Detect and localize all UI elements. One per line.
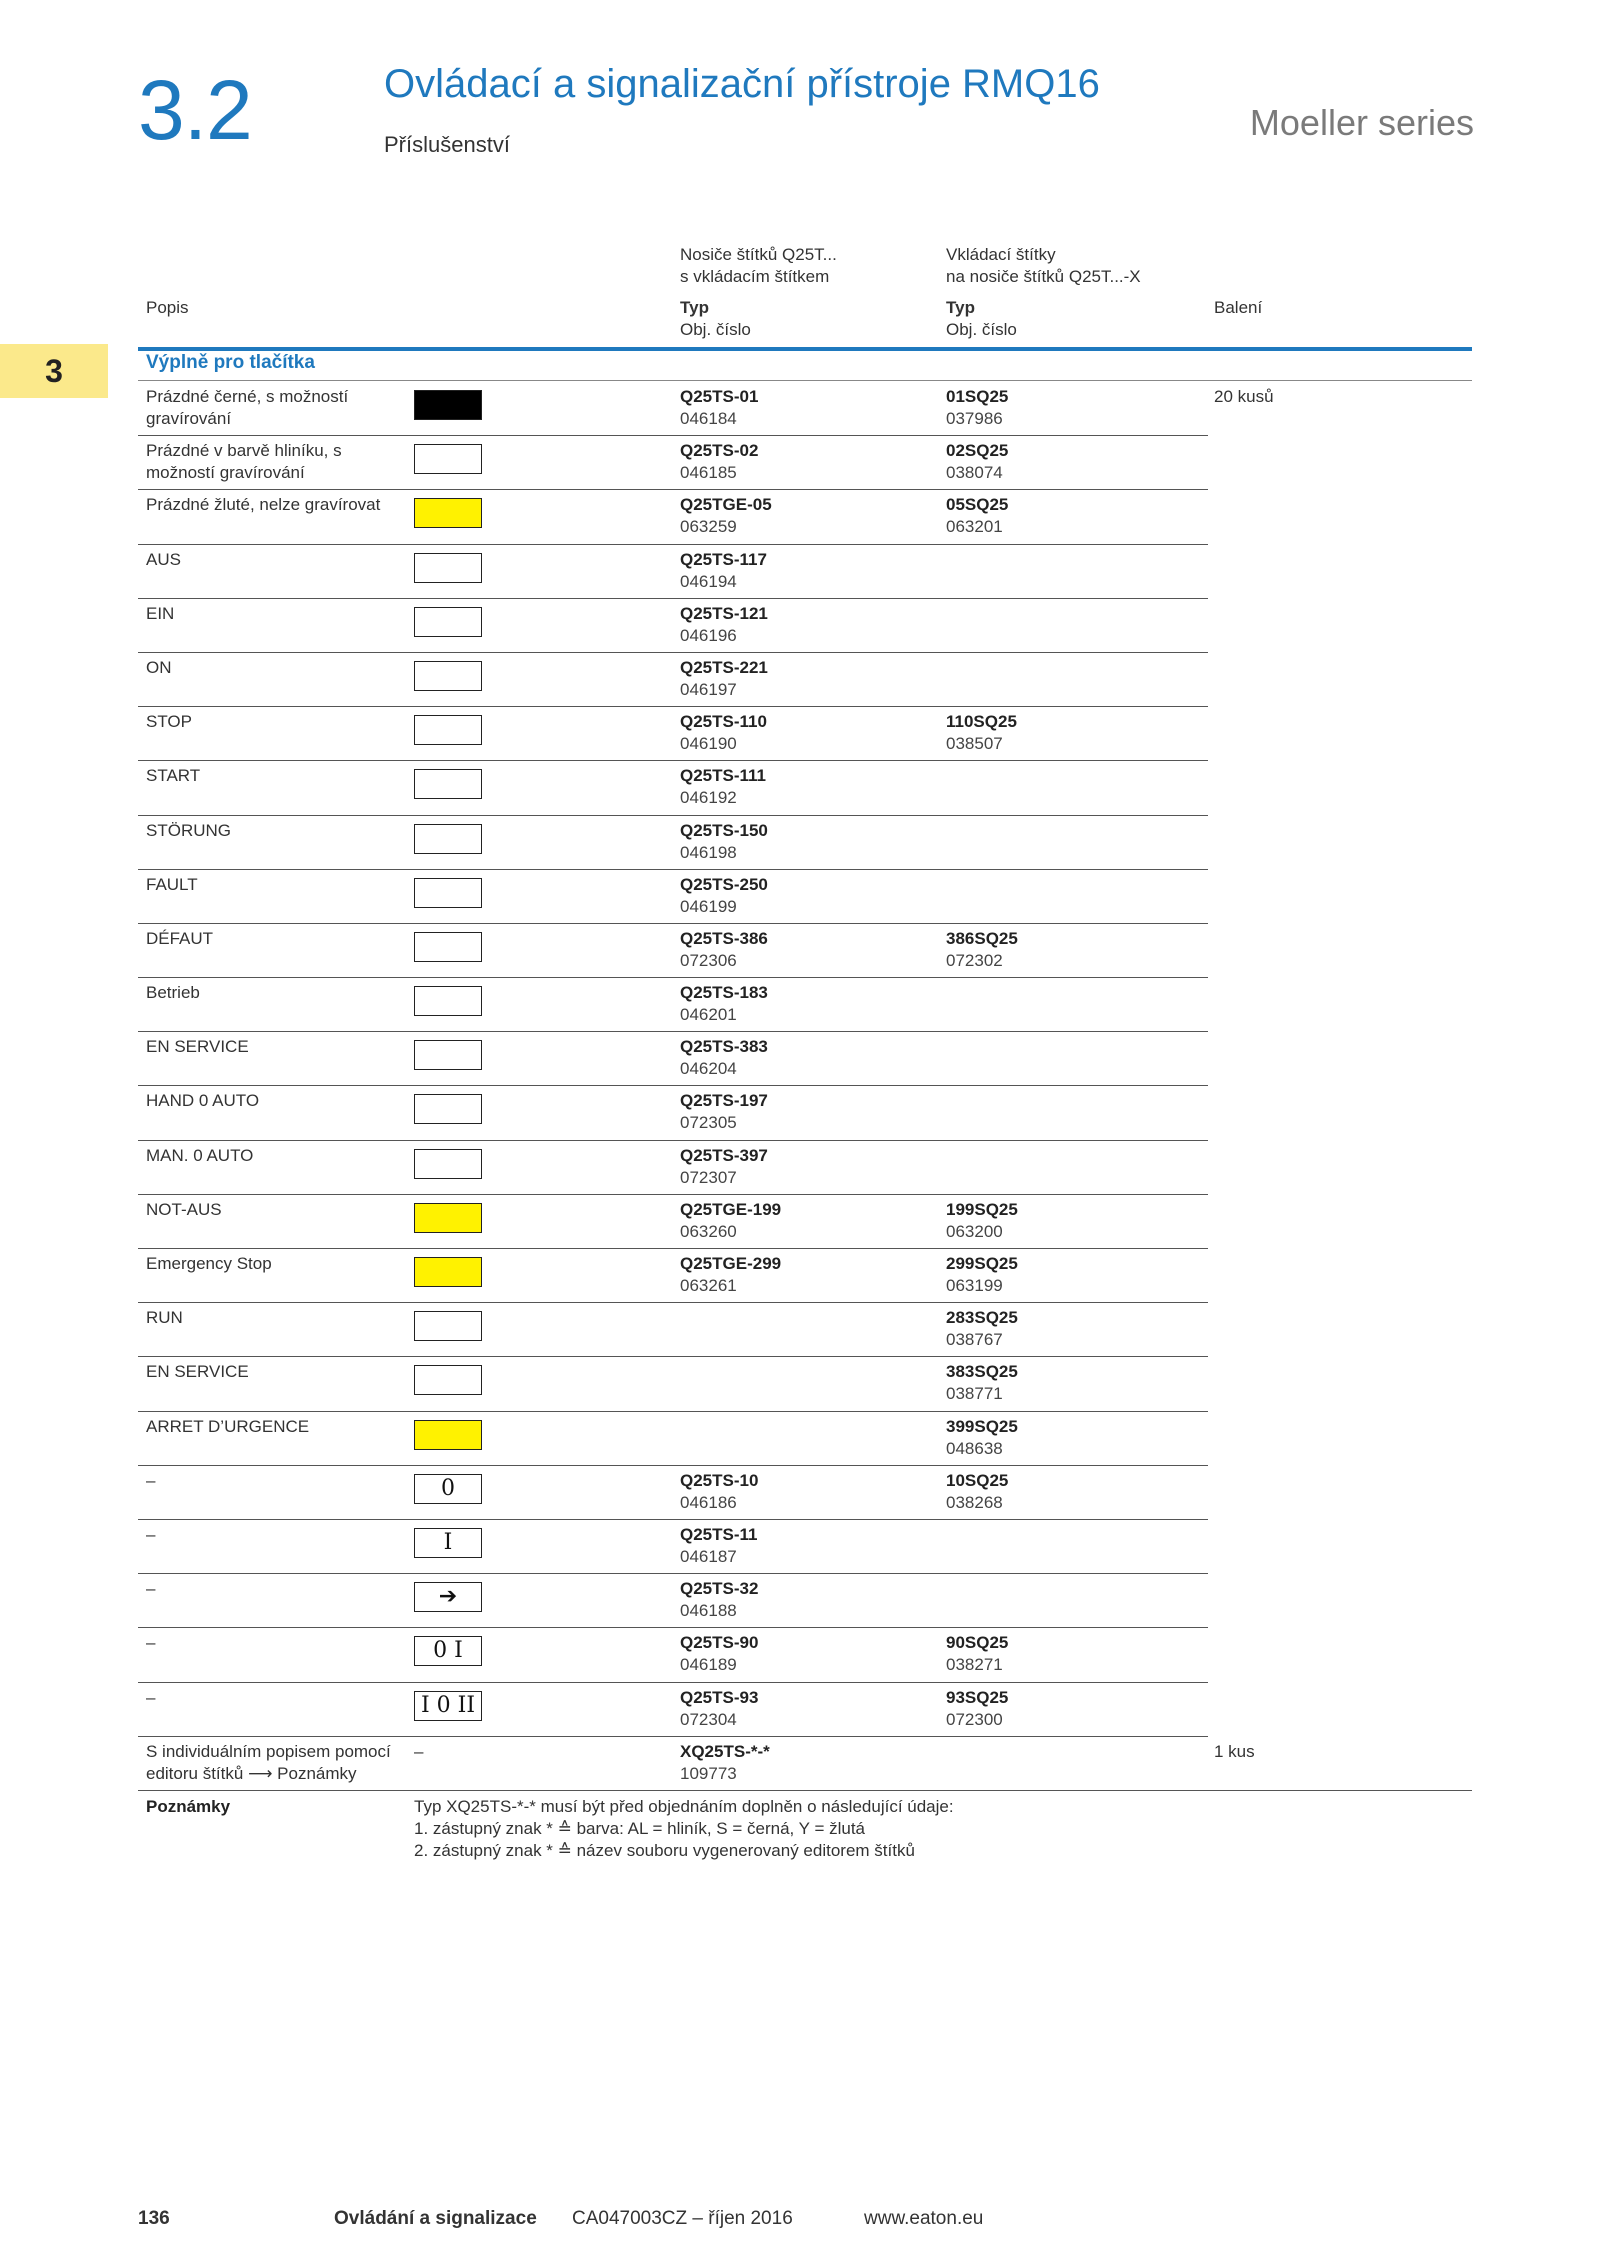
label-swatch — [414, 1311, 484, 1343]
carrier-order-number: 072306 — [680, 950, 737, 970]
label-swatch — [414, 444, 484, 476]
col1-header: Popis — [146, 298, 189, 317]
carrier-order-number: 063260 — [680, 1221, 737, 1241]
row-description: EN SERVICE — [146, 1362, 249, 1382]
notes-text — [414, 1796, 1314, 1862]
insert-order-number: 072302 — [946, 950, 1003, 970]
table-row — [138, 599, 1472, 653]
table-row — [138, 978, 1472, 1032]
chapter-side-tab: 3 — [0, 344, 108, 398]
carrier-type: Q25TS-11 — [680, 1524, 758, 1544]
section-title: Výplně pro tlačítka — [146, 352, 315, 373]
custom-dash: – — [414, 1742, 424, 1761]
row-rule — [138, 1790, 1472, 1791]
carrier-type: Q25TS-02 — [680, 441, 759, 461]
table-row — [138, 1195, 1472, 1249]
row-description: START — [146, 766, 201, 786]
label-swatch-face: ➔ — [414, 1582, 482, 1612]
label-swatch-face — [414, 878, 482, 908]
label-swatch — [414, 553, 484, 585]
carrier-type: Q25TS-110 — [680, 712, 767, 732]
label-swatch — [414, 1691, 484, 1723]
page-subtitle: Příslušenství — [384, 132, 510, 157]
carrier-cell — [680, 1036, 768, 1080]
custom-type-cell — [680, 1741, 770, 1785]
insert-order-number: 072300 — [946, 1709, 1003, 1729]
label-swatch — [414, 1582, 484, 1614]
table-row — [138, 1412, 1472, 1466]
carrier-type: Q25TS-10 — [680, 1470, 759, 1490]
carrier-cell — [680, 1253, 781, 1297]
label-swatch-face — [414, 1257, 482, 1287]
row-description: Prázdné žluté, nelze gravírovat — [146, 495, 381, 515]
label-swatch — [414, 769, 484, 801]
label-swatch-face — [414, 444, 482, 474]
col4-typ-header: Typ — [946, 298, 975, 317]
label-swatch-face — [414, 607, 482, 637]
col3-title-1: Nosiče štítků Q25T... — [680, 245, 837, 264]
carrier-type: Q25TS-90 — [680, 1633, 759, 1653]
carrier-type: Q25TS-117 — [680, 549, 767, 569]
carrier-cell — [680, 1524, 758, 1568]
carrier-type: Q25TS-32 — [680, 1579, 759, 1599]
carrier-cell — [680, 494, 772, 538]
carrier-cell — [680, 1145, 768, 1189]
insert-order-number: 038771 — [946, 1384, 1003, 1404]
carrier-order-number: 072304 — [680, 1709, 737, 1729]
carrier-order-number: 046196 — [680, 625, 737, 645]
insert-type: 90SQ25 — [946, 1633, 1009, 1653]
carrier-cell — [680, 549, 767, 593]
label-swatch — [414, 390, 484, 422]
carrier-cell — [680, 386, 758, 430]
label-swatch-face — [414, 1311, 482, 1341]
carrier-cell — [680, 440, 758, 484]
label-swatch — [414, 661, 484, 693]
table-row — [138, 924, 1472, 978]
insert-order-number: 063200 — [946, 1221, 1003, 1241]
carrier-cell — [680, 1199, 781, 1243]
carrier-order-number: 072307 — [680, 1167, 737, 1187]
row-description: HAND 0 AUTO — [146, 1091, 260, 1111]
col5-header: Balení — [1214, 298, 1263, 317]
label-swatch-face — [414, 769, 482, 799]
insert-type: 110SQ25 — [946, 712, 1017, 732]
carrier-type: Q25TS-197 — [680, 1091, 768, 1111]
label-swatch-face — [414, 553, 482, 583]
custom-row — [138, 1737, 1472, 1791]
carrier-cell — [680, 874, 768, 918]
insert-type: 283SQ25 — [946, 1308, 1018, 1328]
insert-type: 386SQ25 — [946, 928, 1018, 948]
label-swatch — [414, 1365, 484, 1397]
carrier-type: Q25TS-93 — [680, 1687, 759, 1707]
row-description: – — [146, 1579, 156, 1599]
row-description: Prázdné v barvě hliníku, s možností gravírování — [146, 441, 342, 483]
label-swatch-face — [414, 1094, 482, 1124]
label-swatch — [414, 498, 484, 530]
table-row — [138, 1357, 1472, 1411]
notes-line-3: 2. zástupný znak * ≙ název souboru vygenerovaný editorem štítků — [414, 1841, 915, 1860]
label-swatch — [414, 1474, 484, 1506]
insert-order-number: 038074 — [946, 463, 1003, 483]
insert-order-number: 048638 — [946, 1438, 1003, 1458]
table-row — [138, 1520, 1472, 1574]
carrier-type: Q25TS-183 — [680, 983, 768, 1003]
table-row — [138, 1086, 1472, 1140]
custom-order-number: 109773 — [680, 1764, 737, 1783]
table-row — [138, 816, 1472, 870]
carrier-cell — [680, 1470, 758, 1514]
insert-cell — [946, 1361, 1018, 1405]
carrier-order-number: 063259 — [680, 517, 737, 537]
footer-url: www.eaton.eu — [864, 2208, 984, 2229]
label-swatch — [414, 986, 484, 1018]
label-swatch-face: I — [414, 1528, 482, 1558]
insert-cell — [946, 1687, 1008, 1731]
carrier-type: Q25TS-386 — [680, 928, 768, 948]
row-description: Emergency Stop — [146, 1254, 272, 1273]
table-row — [138, 436, 1472, 490]
insert-cell — [946, 386, 1008, 430]
label-swatch — [414, 932, 484, 964]
insert-order-number: 037986 — [946, 409, 1003, 428]
carrier-cell — [680, 1632, 758, 1676]
carrier-type: Q25TGE-299 — [680, 1254, 782, 1273]
notes-line-1: Typ XQ25TS-*-* musí být před objednáním doplněn o následující údaje: — [414, 1797, 954, 1816]
carrier-order-number: 046197 — [680, 679, 737, 699]
insert-cell — [946, 494, 1008, 538]
label-swatch — [414, 1149, 484, 1181]
col4-title-1: Vkládací štítky — [946, 245, 1056, 264]
carrier-cell — [680, 603, 768, 647]
row-description: Betrieb — [146, 983, 200, 1003]
label-swatch-face — [414, 824, 482, 854]
carrier-order-number: 046189 — [680, 1655, 737, 1675]
notes-label: Poznámky — [146, 1797, 231, 1816]
carrier-cell — [680, 1687, 758, 1731]
insert-type: 05SQ25 — [946, 495, 1009, 515]
carrier-order-number: 046199 — [680, 896, 737, 916]
insert-cell — [946, 1470, 1008, 1514]
insert-order-number: 038507 — [946, 734, 1003, 754]
label-swatch-face: I 0 II — [414, 1691, 482, 1721]
row-description: Prázdné černé, s možností gravírování — [146, 387, 349, 428]
row-description: RUN — [146, 1308, 183, 1328]
carrier-cell — [680, 657, 768, 701]
col4-num-header: Obj. číslo — [946, 320, 1017, 339]
row-description: EIN — [146, 603, 175, 623]
carrier-cell — [680, 711, 767, 755]
custom-pack: 1 kus — [1214, 1742, 1255, 1761]
carrier-cell — [680, 928, 768, 972]
insert-cell — [946, 1416, 1018, 1460]
label-swatch — [414, 1203, 484, 1235]
carrier-cell — [680, 765, 766, 809]
table-row — [138, 1628, 1472, 1682]
row-description: AUS — [146, 549, 181, 569]
insert-cell — [946, 1632, 1008, 1676]
label-swatch — [414, 607, 484, 639]
row-description: STOP — [146, 712, 192, 732]
carrier-type: Q25TS-01 — [680, 387, 759, 406]
row-description: ON — [146, 657, 172, 677]
insert-type: 02SQ25 — [946, 441, 1009, 461]
table-row — [138, 1249, 1472, 1303]
insert-type: 93SQ25 — [946, 1687, 1009, 1707]
label-swatch — [414, 1528, 484, 1560]
insert-type: 399SQ25 — [946, 1416, 1018, 1436]
carrier-type: Q25TGE-05 — [680, 495, 772, 515]
page-title: Ovládací a signalizační přístroje RMQ16 — [384, 62, 1100, 106]
label-swatch — [414, 1257, 484, 1289]
table-row — [138, 1141, 1472, 1195]
footer-doc-code: CA047003CZ – říjen 2016 — [572, 2208, 793, 2229]
product-table — [138, 382, 1472, 1737]
carrier-type: Q25TS-150 — [680, 820, 768, 840]
row-description: DÉFAUT — [146, 928, 214, 948]
table-row — [138, 1032, 1472, 1086]
label-swatch — [414, 715, 484, 747]
carrier-type: Q25TS-250 — [680, 874, 768, 894]
row-description: STÖRUNG — [146, 820, 231, 840]
label-swatch-face — [414, 498, 482, 528]
label-swatch-face — [414, 715, 482, 745]
carrier-order-number: 072305 — [680, 1113, 737, 1133]
carrier-cell — [680, 982, 768, 1026]
carrier-order-number: 046204 — [680, 1059, 737, 1079]
carrier-type: Q25TS-397 — [680, 1145, 768, 1165]
insert-type: 01SQ25 — [946, 387, 1009, 406]
custom-desc-line2b: Poznámky — [277, 1764, 357, 1783]
table-row — [138, 490, 1472, 544]
insert-cell — [946, 440, 1008, 484]
carrier-order-number: 046198 — [680, 842, 737, 862]
carrier-order-number: 046194 — [680, 571, 737, 591]
table-row — [138, 545, 1472, 599]
carrier-order-number: 063261 — [680, 1276, 737, 1295]
table-row — [138, 653, 1472, 707]
label-swatch-face — [414, 932, 482, 962]
table-row — [138, 870, 1472, 924]
notes-line-2: 1. zástupný znak * ≙ barva: AL = hliník, S = černá, Y = žlutá — [414, 1819, 865, 1838]
insert-type: 10SQ25 — [946, 1470, 1009, 1490]
carrier-order-number: 046201 — [680, 1005, 737, 1025]
custom-type: XQ25TS-*-* — [680, 1742, 770, 1761]
table-row — [138, 382, 1472, 436]
insert-order-number: 063199 — [946, 1276, 1003, 1295]
carrier-type: Q25TGE-199 — [680, 1199, 782, 1219]
row-description: – — [146, 1524, 156, 1544]
label-swatch-face — [414, 1365, 482, 1395]
carrier-order-number: 046184 — [680, 409, 737, 428]
table-row — [138, 1683, 1472, 1737]
carrier-order-number: 046192 — [680, 788, 737, 808]
table-row — [138, 707, 1472, 761]
header-rule — [138, 347, 1472, 351]
section-rule — [138, 380, 1472, 381]
label-swatch — [414, 878, 484, 910]
insert-cell — [946, 711, 1017, 755]
col3-title-2: s vkládacím štítkem — [680, 267, 830, 286]
carrier-cell — [680, 1578, 758, 1622]
series-label: Moeller series — [1249, 102, 1474, 143]
label-swatch-face — [414, 986, 482, 1016]
carrier-type: Q25TS-111 — [680, 766, 767, 786]
row-description: ARRET D’URGENCE — [146, 1416, 310, 1436]
insert-cell — [946, 1307, 1018, 1351]
col3-typ-header: Typ — [680, 298, 709, 317]
label-swatch-face — [414, 1040, 482, 1070]
insert-cell — [946, 1199, 1018, 1243]
row-description: MAN. 0 AUTO — [146, 1145, 254, 1165]
col4-title-2: na nosiče štítků Q25T...-X — [946, 267, 1141, 286]
carrier-cell — [680, 1090, 768, 1134]
insert-type: 299SQ25 — [946, 1254, 1018, 1273]
row-description: EN SERVICE — [146, 1037, 249, 1057]
table-row — [138, 1574, 1472, 1628]
label-swatch-face — [414, 390, 482, 420]
carrier-type: Q25TS-221 — [680, 657, 768, 677]
col3-num-header: Obj. číslo — [680, 320, 751, 339]
arrow-right-icon: ⟶ — [248, 1764, 273, 1783]
chapter-number: 3.2 — [138, 63, 252, 157]
insert-order-number: 063201 — [946, 517, 1003, 537]
carrier-type: Q25TS-121 — [680, 603, 768, 623]
label-swatch — [414, 1420, 484, 1452]
label-swatch-face — [414, 661, 482, 691]
table-row — [138, 1303, 1472, 1357]
table-row — [138, 1466, 1472, 1520]
label-swatch — [414, 1636, 484, 1668]
custom-desc-line1: S individuálním popisem pomocí — [146, 1742, 391, 1761]
label-swatch — [414, 1094, 484, 1126]
pack-cell: 20 kusů — [1214, 387, 1274, 406]
carrier-order-number: 046186 — [680, 1492, 737, 1512]
custom-desc — [146, 1741, 406, 1785]
label-swatch-face: 0 — [414, 1474, 482, 1504]
carrier-cell — [680, 820, 768, 864]
carrier-order-number: 046187 — [680, 1546, 737, 1566]
carrier-order-number: 046188 — [680, 1601, 737, 1621]
insert-order-number: 038271 — [946, 1655, 1003, 1675]
row-description: – — [146, 1470, 156, 1490]
footer-section: Ovládání a signalizace — [334, 2208, 537, 2229]
row-description: FAULT — [146, 874, 198, 894]
custom-desc-line2a: editoru štítků — [146, 1764, 244, 1783]
insert-order-number: 038268 — [946, 1492, 1003, 1512]
insert-type: 199SQ25 — [946, 1199, 1018, 1219]
row-description: – — [146, 1633, 156, 1653]
insert-cell — [946, 1253, 1018, 1297]
carrier-type: Q25TS-383 — [680, 1037, 768, 1057]
label-swatch — [414, 824, 484, 856]
label-swatch-face — [414, 1203, 482, 1233]
label-swatch — [414, 1040, 484, 1072]
table-row — [138, 761, 1472, 815]
page-number: 136 — [138, 2208, 170, 2229]
label-swatch-face — [414, 1149, 482, 1179]
insert-order-number: 038767 — [946, 1330, 1003, 1350]
insert-type: 383SQ25 — [946, 1362, 1018, 1382]
row-description: – — [146, 1687, 156, 1707]
carrier-order-number: 046190 — [680, 734, 737, 754]
label-swatch-face: 0 I — [414, 1636, 482, 1666]
label-swatch-face — [414, 1420, 482, 1450]
row-description: NOT-AUS — [146, 1199, 222, 1219]
insert-cell — [946, 928, 1018, 972]
carrier-order-number: 046185 — [680, 463, 737, 483]
